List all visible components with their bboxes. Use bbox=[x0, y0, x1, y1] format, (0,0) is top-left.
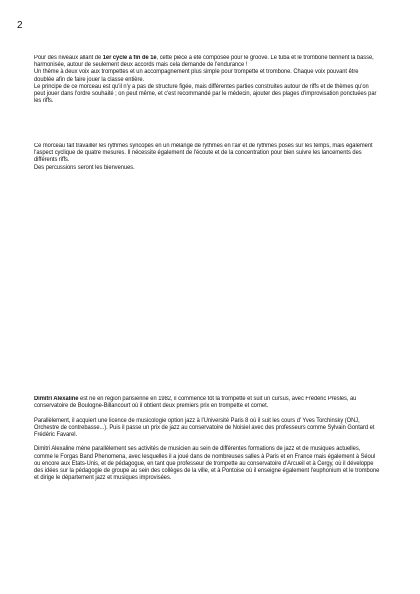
intro-paragraph-1 bbox=[34, 55, 380, 69]
composer-name: Dimitri Alexaline bbox=[34, 396, 79, 402]
percussion-note: Des percussions seront les bienvenues. bbox=[34, 164, 135, 171]
bio-paragraph-1-text: est né en région parisienne en 1982, il commence tôt la trompette et suit un cursus, avec Frédéric Presles, au conservatoire de Boulogne-Billancourt où il obtient deux premiers prix en trompette et cornet. bbox=[34, 396, 357, 410]
intro-section bbox=[34, 55, 380, 105]
intro-paragraph-2: Un thème à deux voix aux trompettes et un accompagnement plus simple pour trompette et trombone. Chaque voix pouvant être doublée afin de faire jouer la classe entière. bbox=[34, 69, 359, 83]
bio-paragraph-3: Dimitri Alexaline mène parallèlement ses activités de musicien au sein de différentes formations de jazz et de musiques actuelles, comme le Forgas Band Phenomena, avec lesquelles il a joué dans de nombreuses salles à Paris et en France mais également à Séoul ou encore aux Etats-Unis, et de pédagogue, en tant que professeur de trompette au conservatoire d'Arcueil et à Cergy, où il développe des idées sur la pédagogie de groupe au sein des collèges de la ville, et à Pontoise où il enseigne également l'euphonium et le trombone et dirige le département jazz et musiques improvisées. bbox=[34, 446, 380, 482]
level-range: 1er cycle à fin de 1e bbox=[102, 55, 157, 61]
page-number: 2 bbox=[17, 20, 23, 31]
paragraph-gap bbox=[34, 439, 380, 446]
intro-paragraph-3: Le principe de ce morceau est qu'il n'y a pas de structure figée, mais différentes parties construites autour de riffs et de thèmes qu'on peut jouer dans l'ordre souhaité ; on peut même, et c'est recommandé par le médecin, ajouter des plages d'improvisation ponctuées par les riffs. bbox=[34, 83, 377, 105]
paragraph-gap bbox=[34, 410, 380, 417]
intro-text-prefix: Pour des niveaux allant de bbox=[34, 55, 103, 61]
bio-paragraph-1 bbox=[34, 396, 380, 410]
biography-section bbox=[34, 396, 380, 482]
intro-text-suffix: , cette pièce a été composée pour le groove. Le tuba et le trombone tiennent la basse, harmonisée, autour de seulement deux accords mais cela demande de l'endurance ! bbox=[34, 55, 374, 69]
bio-paragraph-2: Parallèlement, il acquiert une licence de musicologie option jazz à l'Université Paris 8 où il suit les cours d' Yves Torchinsky (ONJ, Orchestre de contrebasse...). Puis il passe un prix de jazz au conservatoire de Noisiel avec des professeurs comme Sylvain Gontard et Frédéric Favarel. bbox=[34, 417, 375, 438]
technique-section bbox=[34, 143, 380, 172]
technique-paragraph: Ce morceau fait travailler les rythmes syncopés en un mélange de rythmes en l'air et de rythmes posés sur les temps, mais également l'aspect cyclique de quatre mesures. Il nécessite également de l'écoute et de la concentration pour bien suivre les lancements des différents riffs. bbox=[34, 143, 373, 164]
